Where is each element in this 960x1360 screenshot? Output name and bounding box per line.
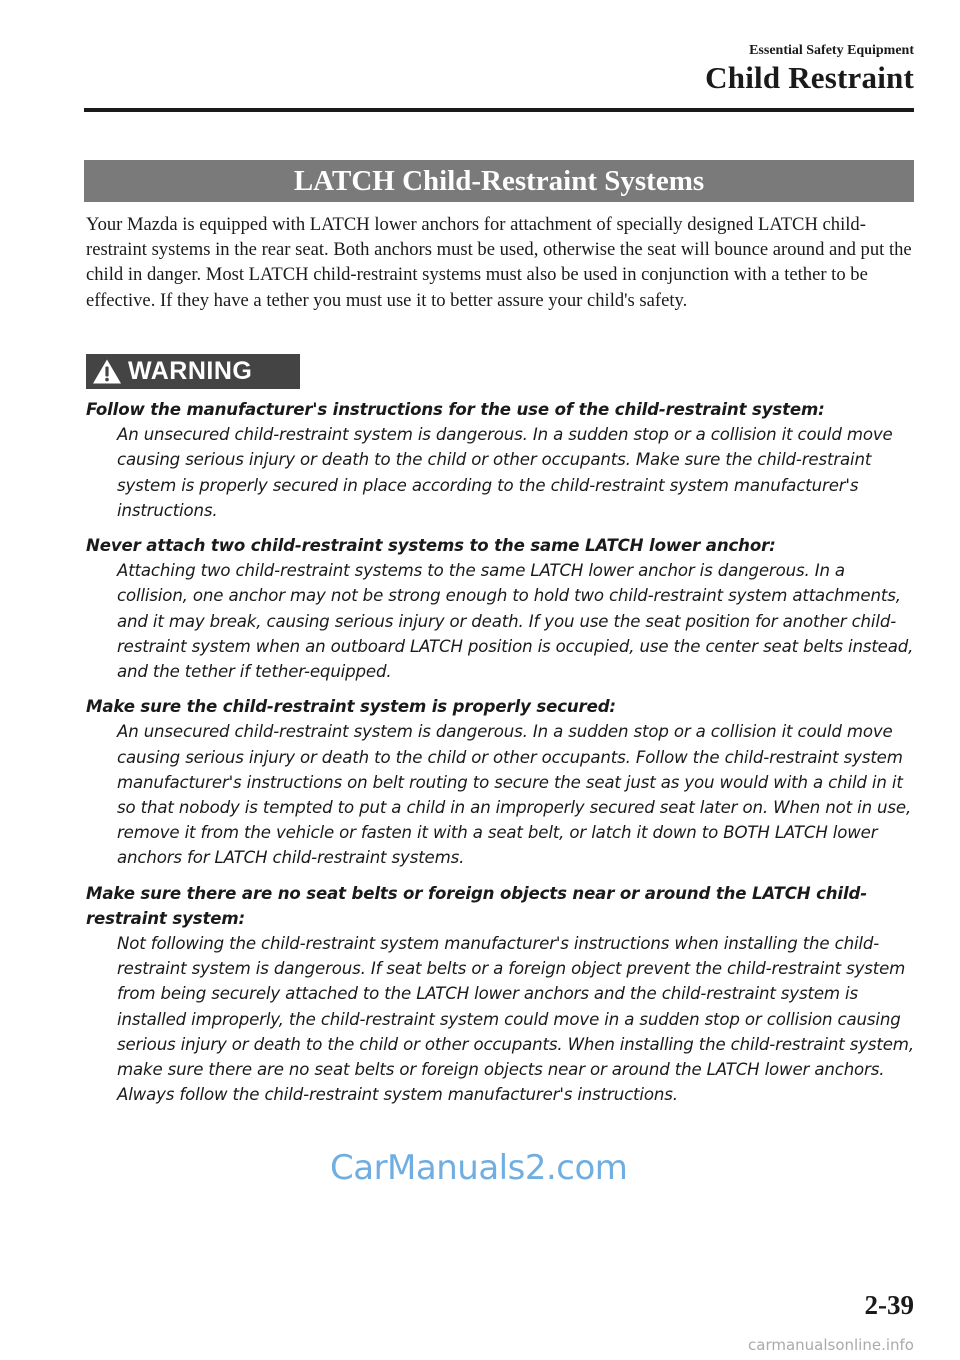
intro-paragraph: Your Mazda is equipped with LATCH lower anchors for attachment of specially designed LATCH child-restraint systems in the rear seat. Both anchors must be used, otherwise the seat will bounce around and put the child in danger. Most LATCH child-restraint systems must also be used in conjunction with a tether to be effective. If they have a tether you must use it to better assure your child's safety. bbox=[86, 214, 912, 311]
header-divider bbox=[84, 108, 914, 112]
warning-item bbox=[86, 533, 918, 684]
warning-badge bbox=[86, 354, 300, 389]
warning-body: Attaching two child-restraint systems to the same LATCH lower anchor is dangerous. In a collision, one anchor may not be strong enough to hold two child-restraint system attachments, and it may break, causing serious injury or death. If you use the seat position for another child-restraint system when an outboard LATCH position is occupied, use the center seat belts instead, and the tether if tether-equipped. bbox=[117, 561, 914, 682]
warning-triangle-icon bbox=[92, 358, 122, 385]
page-title: Child Restraint bbox=[705, 60, 914, 95]
page-number: 2-39 bbox=[864, 1290, 914, 1320]
warning-item bbox=[86, 397, 918, 523]
warning-heading: Make sure there are no seat belts or foreign objects near or around the LATCH child-restraint system: bbox=[86, 883, 867, 928]
warning-list bbox=[86, 397, 918, 1117]
warning-heading: Follow the manufacturer's instructions for the use of the child-restraint system: bbox=[86, 400, 825, 419]
warning-item bbox=[86, 694, 918, 870]
warning-body: An unsecured child-restraint system is dangerous. In a sudden stop or a collision it could move causing serious injury or death to the child or other occupants. Make sure the child-restraint system is properly secured in place according to the child-restraint system manufacturer's instructions. bbox=[117, 425, 893, 520]
warning-body: Not following the child-restraint system manufacturer's instructions when installing the child-restraint system is dangerous. If seat belts or a foreign object prevent the child-restraint system from being securely attached to the LATCH lower anchors and the child-restraint system is installed improperly, the child-restraint system could move in a sudden stop or collision causing serious injury or death to the child or other occupants. When installing the child-restraint system, make sure there are no seat belts or foreign objects near or around the LATCH lower anchors. Always follow the child-restraint system manufacturer's instructions. bbox=[117, 934, 914, 1105]
warning-item bbox=[86, 881, 918, 1108]
warning-label: WARNING bbox=[128, 357, 253, 385]
footer-site-label: carmanualsonline.info bbox=[748, 1336, 914, 1354]
warning-heading: Never attach two child-restraint systems to the same LATCH lower anchor: bbox=[86, 536, 776, 556]
warning-body: An unsecured child-restraint system is dangerous. In a sudden stop or a collision it could move causing serious injury or death to the child or other occupants. Follow the child-restraint system manufacturer's instructions on belt routing to secure the seat just as you would with a child in it so that nobody is tempted to put a child in an improperly secured seat later on. When not in use, remove it from the vehicle or fasten it with a seat belt, or latch it down to BOTH LATCH lower anchors for LATCH child-restraint systems. bbox=[117, 722, 912, 868]
watermark: CarManuals2.com bbox=[330, 1148, 628, 1188]
warning-heading: Make sure the child-restraint system is properly secured: bbox=[86, 697, 616, 717]
section-banner: LATCH Child-Restraint Systems bbox=[84, 160, 914, 202]
header-section-label: Essential Safety Equipment bbox=[749, 43, 914, 58]
